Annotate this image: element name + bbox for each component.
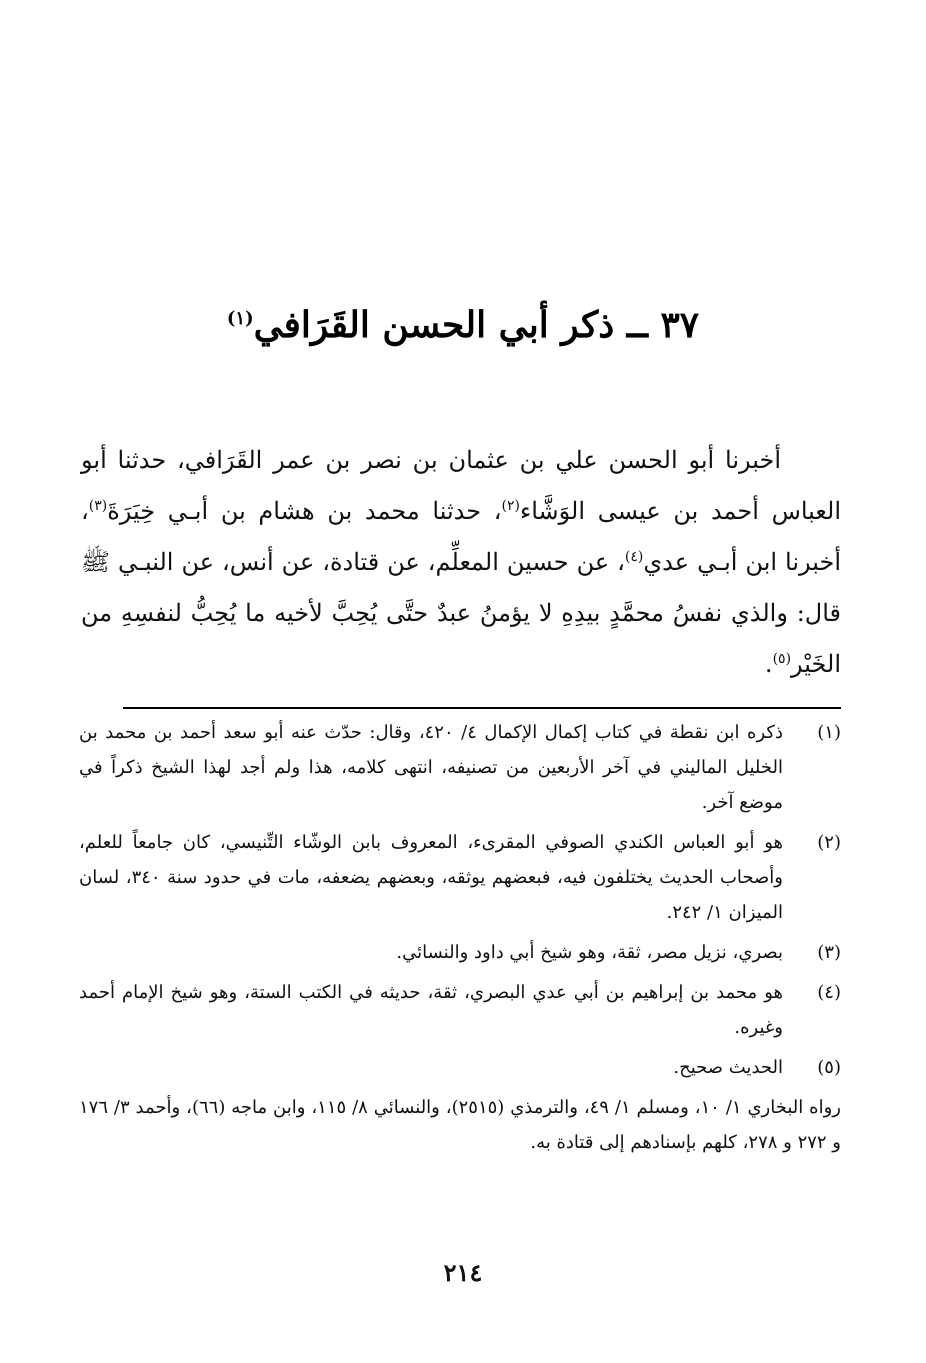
footnote-text: هو محمد بن إبراهيم بن أبي عدي البصري، ثقة، حديثه في الكتب الستة، وهو شيخ الإمام أحمد وغيره. xyxy=(79,982,783,1038)
footnote-text: الحديث صحيح. xyxy=(673,1057,783,1078)
text-segment: أخبرنا أبو الحسن علي بن عثمان بن نصر بن عمر القَرَافي، حدثنا أبو العباس أحمد بن عيسى الوَشَّاء xyxy=(81,446,841,525)
footnote-text: ذكره ابن نقطة في كتاب إكمال الإكمال ٤/ ٤٢٠، وقال: حدّث عنه أبو سعد أحمد بن محمد بن الخليل الماليني في آخر الأربعين من تصنيفه، انتهى كلامه، هذا ولم أجد لهذا الشيخ ذكراً في موضع آخر. xyxy=(79,722,783,813)
footnote-continuation: رواه البخاري ١/ ١٠، ومسلم ١/ ٤٩، والترمذي (٢٥١٥)، والنسائي ٨/ ١١٥، وابن ماجه (٦٦)، وأحمد ٣/ ١٧٦ و ٢٧٢ و ٢٧٨، كلهم بإسنادهم إلى قتادة به. xyxy=(79,1097,841,1153)
chapter-heading xyxy=(0,300,926,350)
footnotes xyxy=(79,715,841,1160)
text-segment: ، عن حسين المعلِّم، عن قتادة، عن أنس، عن النبـي ﷺ قال: والذي نفسُ محمَّدٍ بيدِهِ لا يؤمنُ عبدٌ حتَّى يُحِبَّ لأخيه ما يُحِبُّ لنفسِهِ من الخَيْر xyxy=(81,548,841,678)
title-footnote-ref: (١) xyxy=(226,308,254,329)
footnote-item xyxy=(79,975,841,1045)
footnote-text: بصري، نزيل مصر، ثقة، وهو شيخ أبي داود والنسائي. xyxy=(396,942,783,963)
page-number: ٢١٤ xyxy=(443,1258,483,1287)
footnote-number: (١) xyxy=(817,722,841,743)
footnote-ref-2: (٢) xyxy=(501,498,520,514)
text-segment: ، أخبرنا ابن أبـي عدي xyxy=(81,497,841,576)
footnote-ref-4: (٤) xyxy=(624,549,644,565)
chapter-title: ٣٧ ــ ذكر أبي الحسن القَرَافي xyxy=(253,304,700,346)
footnote-divider xyxy=(123,707,841,709)
footnote-text: هو أبو العباس الكندي الصوفي المقرىء، المعروف بابن الوشّاء التِّنيسي، كان جامعاً للعلم، وأصحاب الحديث يختلفون فيه، فبعضهم يوثقه، وبعضهم يضعفه، مات في حدود سنة ٣٤٠، لسان الميزان ١/ ٢٤٢. xyxy=(79,832,783,923)
footnote-item xyxy=(79,825,841,930)
hadith-paragraph xyxy=(81,435,841,690)
footnote-ref-3: (٣) xyxy=(88,498,108,514)
footnote-item xyxy=(79,715,841,820)
footnote-number: (٣) xyxy=(817,942,841,963)
footnote-item xyxy=(79,935,841,970)
footnote-number: (٤) xyxy=(817,982,841,1003)
text-segment: . xyxy=(764,650,773,678)
footnote-number: (٥) xyxy=(817,1057,841,1078)
footnote-number: (٢) xyxy=(817,832,841,853)
hadith-text xyxy=(81,435,841,690)
footnote-ref-5: (٥) xyxy=(772,651,792,667)
text-segment: ، حدثنا محمد بن هشام بن أبـي خِيَرَةَ xyxy=(107,497,502,525)
footnote-item xyxy=(79,1050,841,1085)
